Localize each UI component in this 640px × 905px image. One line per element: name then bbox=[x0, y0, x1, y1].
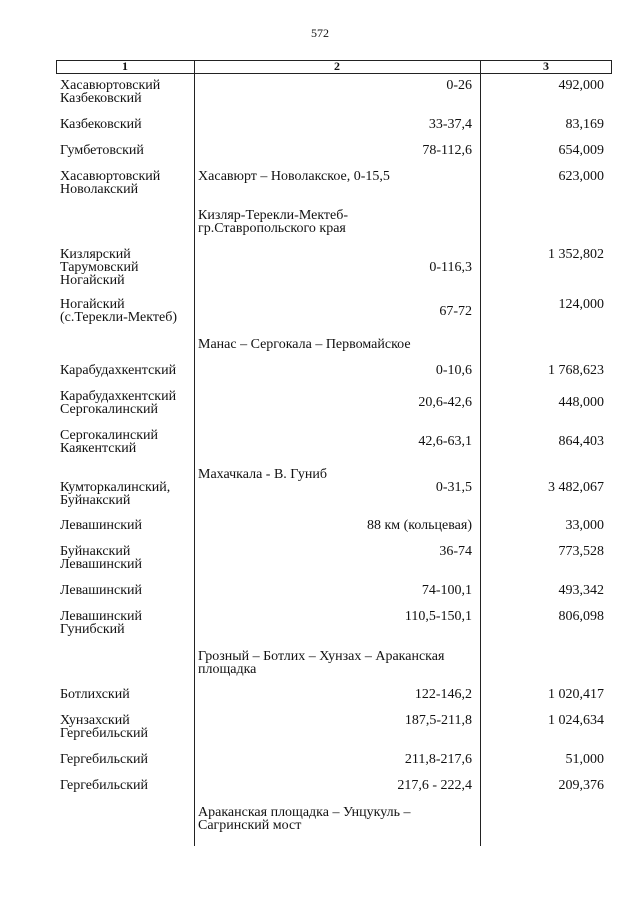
section-cell: 122-146,2 bbox=[414, 687, 472, 702]
value-cell: 124,000 bbox=[558, 297, 604, 312]
column-divider bbox=[194, 60, 195, 846]
road-name-cell: Махачкала - В. Гуниб bbox=[198, 467, 327, 482]
district-cell: Левашинский bbox=[60, 583, 143, 598]
section-cell: 0-116,3 bbox=[429, 260, 472, 275]
value-cell: 3 482,067 bbox=[548, 480, 604, 495]
value-cell: 654,009 bbox=[558, 143, 604, 158]
section-cell: 0-10,6 bbox=[435, 363, 472, 378]
section-cell: 211,8-217,6 bbox=[404, 752, 472, 767]
road-name-cell: Грозный – Ботлих – Хунзах – Араканская площадка bbox=[198, 649, 445, 677]
value-cell: 1 020,417 bbox=[548, 687, 604, 702]
section-cell: 67-72 bbox=[439, 304, 472, 319]
column-divider bbox=[480, 60, 481, 846]
value-cell: 864,403 bbox=[558, 434, 604, 449]
section-cell: 36-74 bbox=[439, 544, 472, 559]
value-cell: 773,528 bbox=[558, 544, 604, 559]
value-cell: 623,000 bbox=[558, 169, 604, 184]
section-cell: 78-112,6 bbox=[422, 143, 472, 158]
page-number: 572 bbox=[311, 26, 329, 40]
section-cell: 42,6-63,1 bbox=[418, 434, 472, 449]
district-cell: Карабудахкентский Сергокалинский bbox=[60, 389, 177, 417]
district-cell: Левашинский Гунибский bbox=[60, 609, 143, 637]
district-cell: Буйнакский Левашинский bbox=[60, 544, 143, 572]
district-cell: Гергебильский bbox=[60, 778, 148, 793]
value-cell: 448,000 bbox=[558, 395, 604, 410]
road-name-cell: Кизляр-Терекли-Мектеб- гр.Ставропольского края bbox=[198, 208, 349, 236]
section-cell: 187,5-211,8 bbox=[404, 713, 472, 728]
district-cell: Казбековский bbox=[60, 117, 142, 132]
value-cell: 83,169 bbox=[565, 117, 604, 132]
section-cell: 33-37,4 bbox=[428, 117, 472, 132]
column-header-1: 1 bbox=[122, 59, 128, 73]
district-cell: Кумторкалинский, Буйнакский bbox=[60, 480, 171, 508]
section-cell: 217,6 - 222,4 bbox=[397, 778, 472, 793]
value-cell: 1 352,802 bbox=[548, 247, 604, 262]
value-cell: 51,000 bbox=[565, 752, 604, 767]
section-cell: 20,6-42,6 bbox=[418, 395, 472, 410]
district-cell: Гумбетовский bbox=[60, 143, 144, 158]
value-cell: 492,000 bbox=[558, 78, 604, 93]
district-cell: Хасавюртовский Казбековский bbox=[60, 78, 161, 106]
road-name-cell: Араканская площадка – Унцукуль – Сагринский мост bbox=[198, 805, 411, 833]
road-table bbox=[56, 60, 612, 850]
value-cell: 209,376 bbox=[558, 778, 604, 793]
header-bottom-border bbox=[56, 73, 612, 74]
district-cell: Карабудахкентский bbox=[60, 363, 177, 378]
value-cell: 493,342 bbox=[558, 583, 604, 598]
road-name-cell: Манас – Сергокала – Первомайское bbox=[198, 337, 411, 352]
value-cell: 1 024,634 bbox=[548, 713, 604, 728]
column-header-3: 3 bbox=[543, 59, 549, 73]
district-cell: Хунзахский Гергебильский bbox=[60, 713, 148, 741]
district-cell: Левашинский bbox=[60, 518, 143, 533]
district-cell: Кизлярский Тарумовский Ногайский bbox=[60, 247, 139, 288]
value-cell: 33,000 bbox=[565, 518, 604, 533]
district-cell: Сергокалинский Каякентский bbox=[60, 428, 159, 456]
district-cell: Ботлихский bbox=[60, 687, 130, 702]
section-cell: 74-100,1 bbox=[421, 583, 472, 598]
value-cell: 1 768,623 bbox=[548, 363, 604, 378]
section-cell: 88 км (кольцевая) bbox=[366, 518, 472, 533]
district-cell: Хасавюртовский Новолакский bbox=[60, 169, 161, 197]
column-header-2: 2 bbox=[334, 59, 340, 73]
value-cell: 806,098 bbox=[558, 609, 604, 624]
section-cell: 0-26 bbox=[446, 78, 472, 93]
section-cell: 110,5-150,1 bbox=[404, 609, 472, 624]
district-cell: Гергебильский bbox=[60, 752, 148, 767]
section-cell: 0-31,5 bbox=[435, 480, 472, 495]
district-cell: Ногайский (с.Терекли-Мектеб) bbox=[60, 297, 177, 325]
road-name-cell: Хасавюрт – Новолакское, 0-15,5 bbox=[198, 169, 390, 184]
